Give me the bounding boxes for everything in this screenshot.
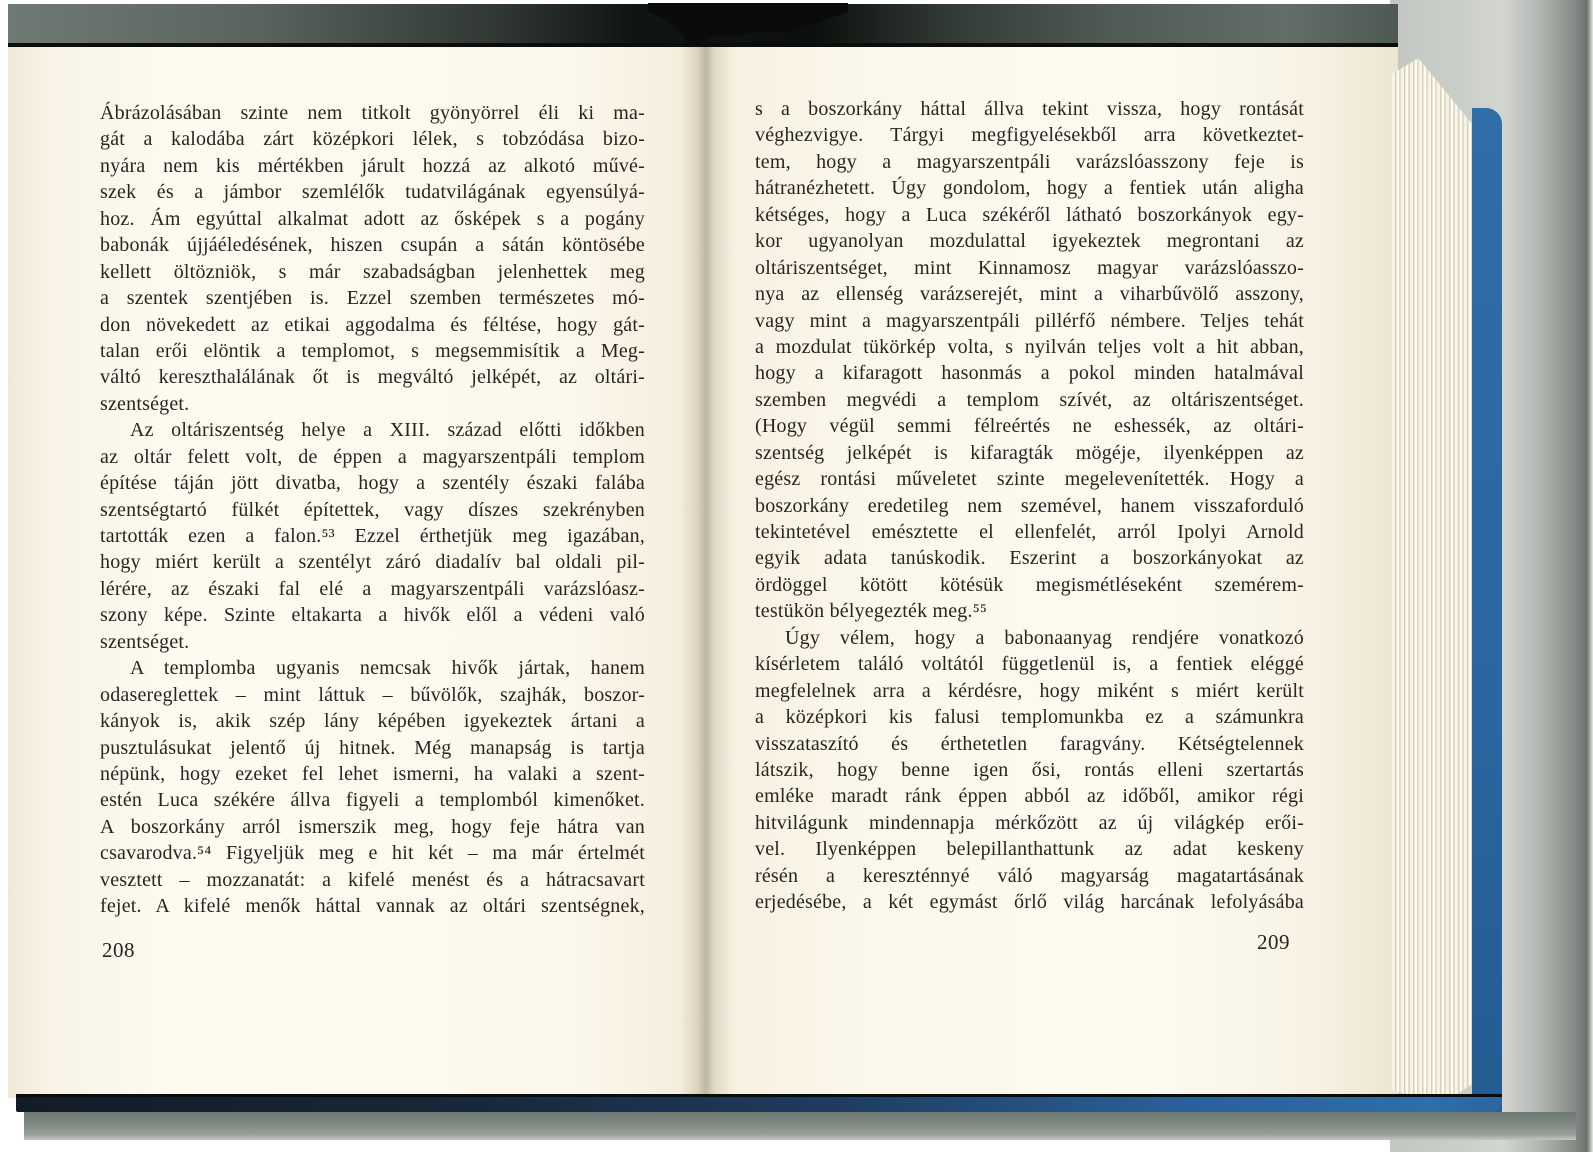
right-page-number: 209 [1257, 930, 1290, 954]
book-cover-right-edge [1472, 108, 1502, 1116]
text-line: odasereglettek – mint láttuk – bűvölők, szajhák, boszor- [100, 683, 645, 706]
left-page-text [100, 100, 645, 920]
text-line: népünk, hogy ezeket fel lehet ismerni, ha valaki a szent- [100, 762, 645, 785]
bookmark-ribbon [642, 3, 854, 59]
text-line: Ábrázolásában szinte nem titkolt gyönyörrel éli ki ma- [100, 102, 645, 124]
text-line: hoz. Ám egyúttal alkalmat adott az ősképek s a pogány [100, 207, 645, 230]
text-line: vagy mint a magyarszentpáli pillérfő némbere. Teljes tehát [755, 309, 1304, 332]
text-line: emléke maradt ránk éppen abból az időből, amikor régi [755, 785, 1304, 808]
text-line: szentség jelképét is kifaragták mögéje, ilyenképpen az [755, 441, 1304, 464]
text-line: a középkori kis falusi templomunkba ez a számunkra [755, 706, 1304, 729]
text-line: pusztulásukat jelentő új hitnek. Még manapság is tartja [100, 736, 645, 759]
text-line: szentséget. [100, 392, 190, 415]
text-line: s a boszorkány háttal állva tekint vissza, hogy rontását [755, 98, 1304, 120]
text-line: testükön bélyegezték meg.⁵⁵ [755, 600, 988, 623]
text-line: boszorkány eredetileg nem szemével, hanem visszaforduló [755, 494, 1304, 517]
text-line: hogy miért került a szentélyt záró diadalív bal oldali pil- [100, 551, 645, 574]
text-line: tem, hogy a magyarszentpáli varázslóasszony feje is [755, 150, 1304, 173]
text-line: véghezvigye. Tárgyi megfigyelésekből arra következtet- [755, 124, 1304, 147]
text-line: oltáriszentséget, mint Kinnamosz magyar varázslóasszo- [755, 256, 1304, 279]
text-line: A templomba ugyanis nemcsak hivők jártak, hanem [130, 657, 645, 680]
text-line: szony képe. Szinte eltakarta a hivők elől a védeni való [100, 604, 645, 627]
text-line: szentséget. [100, 630, 190, 653]
text-line: babonák újjáéledésének, hiszen csupán a sátán köntösébe [100, 234, 645, 257]
text-line: nya az ellenség varázserejét, mint a viharbűvölő asszony, [755, 283, 1304, 306]
text-line: tekintetével emésztette el ellenfelét, arról Ipolyi Arnold [755, 521, 1304, 543]
text-line: kísérletem találó voltától függetlenül is, a fentiek eléggé [755, 653, 1304, 676]
text-line: kányok is, akik szép lány képében igyekeztek ártani a [100, 710, 645, 733]
page-fore-edge [1392, 55, 1480, 1105]
text-line: résén a kereszténnyé váló magyarság magatartásának [755, 864, 1304, 887]
text-line: szek és a jámbor szemlélők tudatvilágának egyensúlyá- [100, 181, 645, 204]
text-line: hogy a kifaragott hasonmás a pokol minden hatalmával [755, 362, 1304, 385]
text-line: ördöggel kötött kötésük megismétléseként szemérem- [755, 573, 1304, 596]
text-line: szentségtartó fülkét építettek, vagy díszes szekrényben [100, 498, 645, 521]
text-line: csavarodva.⁵⁴ Figyeljük meg e hit két – ma már értelmét [100, 842, 645, 865]
text-line: talan erői elöntik a templomot, s megsemmisítik a Meg- [100, 339, 645, 362]
text-line: megfelelnek arra a kérdésre, hogy miként s miért került [755, 679, 1304, 702]
text-line: erjedésébe, a két egymást őrlő világ harcának lefolyásába [755, 891, 1304, 914]
text-line: visszataszító és érthetetlen faragvány. Kétségtelennek [755, 732, 1304, 755]
text-line: a mozdulat tükörkép volta, s nyilván teljes volt a hit abban, [755, 335, 1304, 358]
text-line: nyára nem kis mértékben járult hozzá az alkotó művé- [100, 154, 645, 177]
text-line: fejet. A kifelé menők háttal vannak az oltári szentségnek, [100, 895, 645, 918]
text-line: Az oltáriszentség helye a XIII. század előtti időkben [130, 419, 645, 442]
text-line: az oltár felett volt, de éppen a magyarszentpáli templom [100, 445, 645, 468]
text-line: a szentek szentjében is. Ezzel szemben természetes mó- [100, 287, 645, 310]
text-line: vesztett – mozzanatát: a kifelé menést és a hátracsavart [100, 868, 645, 891]
text-line: A boszorkány arról ismerszik meg, hogy feje hátra van [100, 815, 645, 838]
text-line: (Hogy végül semmi félreértés ne eshessék, az oltári- [755, 415, 1304, 438]
text-line: látszik, hogy benne igen ősi, rontás elleni szertartás [755, 758, 1304, 781]
book-spine-shadow [678, 47, 734, 1098]
text-line: kor ugyanolyan mozdulattal igyekeztek megrontani az [755, 230, 1304, 253]
text-line: estén Luca székére állva figyeli a templomból kimenőket. [100, 789, 645, 812]
book-cover-bottom-edge [16, 1094, 1502, 1112]
text-line: építése táján jött divatba, hogy a szentély északi falába [100, 472, 645, 495]
text-line: kétséges, hogy a Luca székéről látható boszorkányok egy- [755, 203, 1304, 226]
text-line: egész rontási műveletet szinte megelevenítették. Hogy a [755, 468, 1304, 491]
text-line: don növekedett az etikai aggodalma és féltése, hogy gát- [100, 313, 645, 336]
text-line: szemben megvédi a templom szívét, az oltáriszentséget. [755, 388, 1304, 411]
text-line: Úgy vélem, hogy a babonaanyag rendjére vonatkozó [785, 626, 1304, 649]
text-line: váltó kereszthalálának őt is megváltó jelképét, az oltári- [100, 366, 645, 389]
text-line: egyik adata tanúskodik. Eszerint a boszorkányokat az [755, 547, 1304, 570]
right-page-text [755, 96, 1304, 916]
text-line: hátranézhetett. Úgy gondolom, hogy a fentiek után aligha [755, 177, 1304, 200]
left-page-number: 208 [102, 938, 135, 962]
book-bottom-shadow [24, 1112, 1576, 1140]
text-line: gát a kalodába zárt középkori lélek, s tobzódása bizo- [100, 128, 645, 151]
text-line: vel. Ilyenképpen belepillanthattunk az adat keskeny [755, 838, 1304, 861]
text-line: tartották ezen a falon.⁵³ Ezzel érthetjük meg igazában, [100, 525, 645, 547]
text-line: hitvilágunk mindennapja mérkőzött az új világkép erői- [755, 811, 1304, 834]
text-line: lérére, az északi fal elé a magyarszentpáli varázslóasz- [100, 577, 645, 600]
text-line: kellett öltözniök, s már szabadságban jelenhettek meg [100, 260, 645, 283]
